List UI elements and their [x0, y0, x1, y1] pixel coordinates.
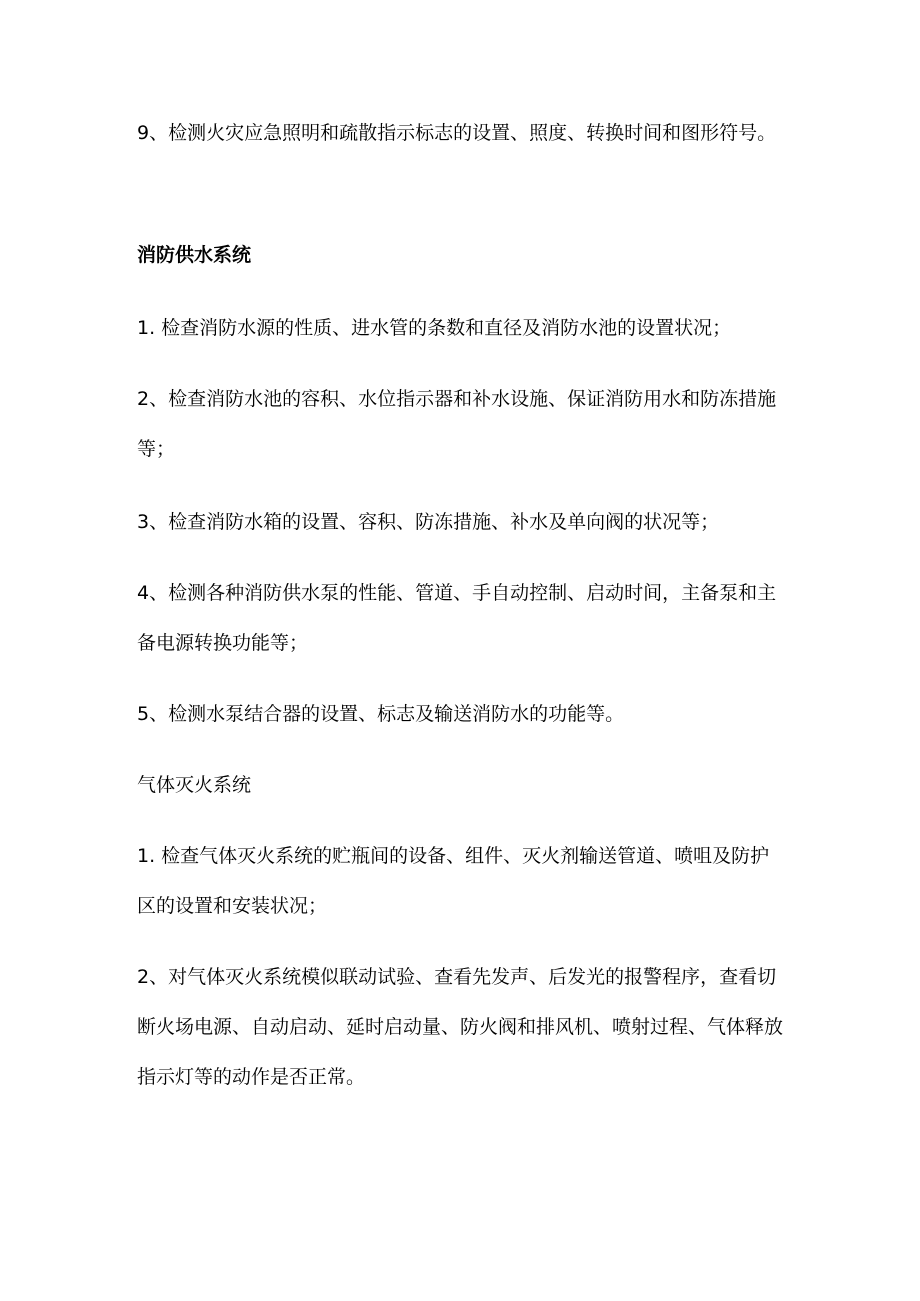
fire-lighting-item-9: 9、检测火灾应急照明和疏散指示标志的设置、照度、转换时间和图形符号。 [137, 122, 777, 144]
gas-extinguishing-item-2: 2、对气体灭火系统模似联动试验、查看先发声、后发光的报警程序，查看切断火场电源、自动启动、延时启动量、防火阀和排风机、喷射过程、气体释放指示灯等的动作是否正常。 [137, 966, 784, 1088]
gas-extinguishing-heading: 气体灭火系统 [137, 774, 252, 796]
water-supply-item-1: 1. 检查消防水源的性质、进水管的条数和直径及消防水池的设置状况； [137, 317, 732, 339]
water-supply-heading: 消防供水系统 [137, 244, 252, 266]
water-supply-item-2: 2、检查消防水池的容积、水位指示器和补水设施、保证消防用水和防冻措施等； [137, 388, 777, 460]
water-supply-item-5: 5、检测水泵结合器的设置、标志及输送消防水的功能等。 [137, 703, 625, 725]
gas-extinguishing-item-1: 1. 检查气体灭火系统的贮瓶间的设备、组件、灭火剂输送管道、喷咀及防护区的设置和安装状况； [137, 845, 770, 917]
water-supply-item-4: 4、检测各种消防供水泵的性能、管道、手自动控制、启动时间，主备泵和主备电源转换功能等； [137, 582, 777, 654]
water-supply-item-3: 3、检查消防水箱的设置、容积、防冻措施、补水及单向阀的状况等； [137, 511, 720, 533]
